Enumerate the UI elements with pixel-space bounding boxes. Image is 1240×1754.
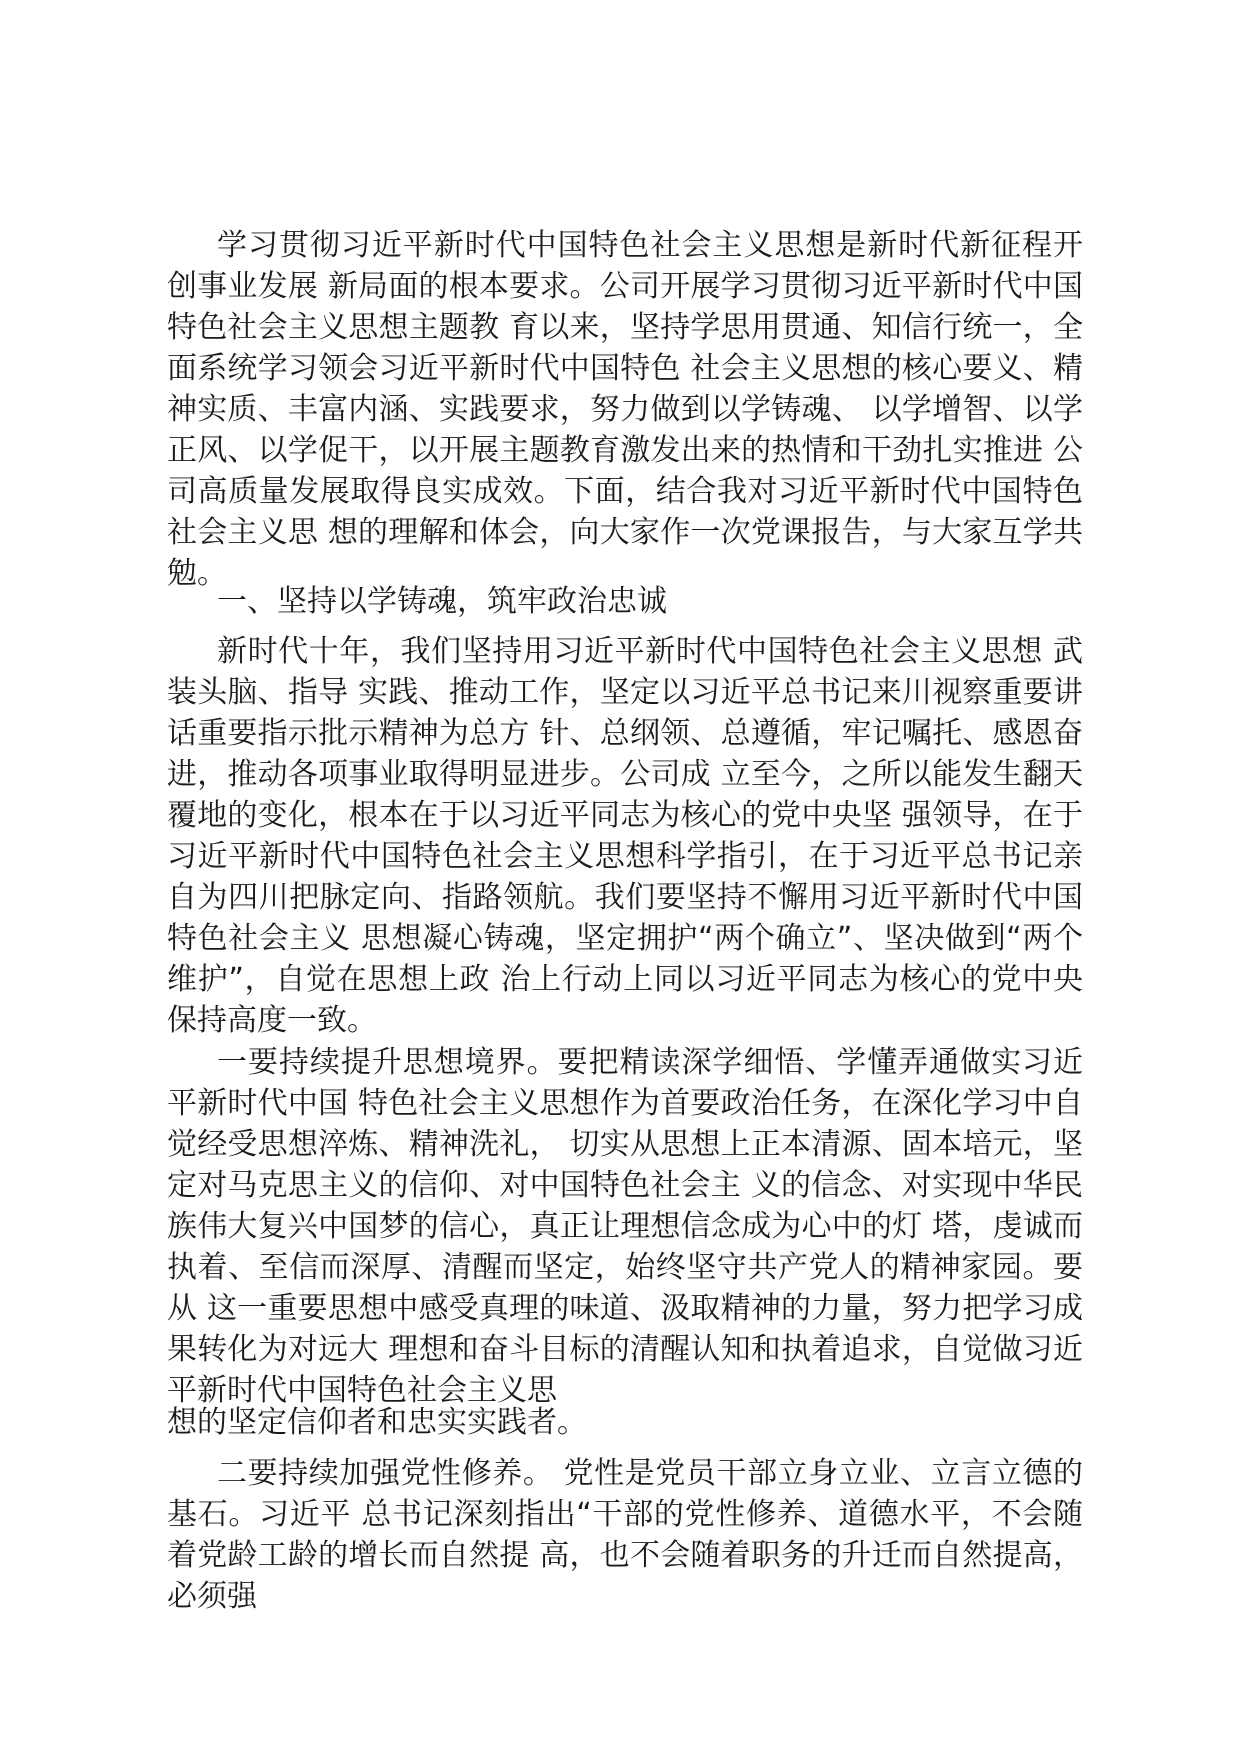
- section-heading-1: 一、坚持以学铸魂，筑牢政治忠诚: [217, 584, 667, 619]
- point-2-paragraph: 二要持续加强党性修养。 党性是党员干部立身立业、立言立德的基石。习近平 总书记深刻指出“干部的党性修养、道德水平，不会随着党龄工龄的增长而自然提 高，也不会随着职务的升迁而自然提高，必须强: [167, 1456, 1083, 1614]
- point-1-paragraph: 一要持续提升思想境界。要把精读深学细悟、学懂弄通做实习近平新时代中国 特色社会主义思想作为首要政治任务，在深化学习中自觉经受思想淬炼、精神洗礼， 切实从思想上正本清源、固本培元，坚定对马克思主义的信仰、对中国特色社会主 义的信念、对实现中华民族伟大复兴中国梦的信心，真正让理想信念成为心中的灯 塔，虔诚而执着、至信而深厚、清醒而坚定，始终坚守共产党人的精神家园。要从 这一重要思想中感受真理的味道、汲取精神的力量，努力把学习成果转化为对远大 理想和奋斗目标的清醒认知和执着追求，自觉做习近平新时代中国特色社会主义思: [167, 1045, 1083, 1408]
- point-1-continuation: 想的坚定信仰者和忠实实践者。: [167, 1405, 587, 1440]
- section-1-paragraph: 新时代十年，我们坚持用习近平新时代中国特色社会主义思想 武装头脑、指导 实践、推动工作，坚定以习近平总书记来川视察重要讲话重要指示批示精神为总方 针、总纲领、总遵循，牢记嘱托、感恩奋进，推动各项事业取得明显进步。公司成 立至今，之所以能发生翻天覆地的变化，根本在于以习近平同志为核心的党中央坚 强领导，在于习近平新时代中国特色社会主义思想科学指引，在于习近平总书记亲自为四川把脉定向、指路领航。我们要坚持不懈用习近平新时代中国特色社会主义 思想凝心铸魂，坚定拥护“两个确立”、坚决做到“两个维护”，自觉在思想上政 治上行动上同以习近平同志为核心的党中央保持高度一致。: [167, 634, 1083, 1038]
- intro-paragraph: 学习贯彻习近平新时代中国特色社会主义思想是新时代新征程开创事业发展 新局面的根本要求。公司开展学习贯彻习近平新时代中国特色社会主义思想主题教 育以来，坚持学思用贯通、知信行统一，全面系统学习领会习近平新时代中国特色 社会主义思想的核心要义、精神实质、丰富内涵、实践要求，努力做到以学铸魂、 以学增智、以学正风、以学促干，以开展主题教育激发出来的热情和干劲扎实推进 公司高质量发展取得良实成效。下面，结合我对习近平新时代中国特色社会主义思 想的理解和体会，向大家作一次党课报告，与大家互学共勉。: [167, 228, 1083, 591]
